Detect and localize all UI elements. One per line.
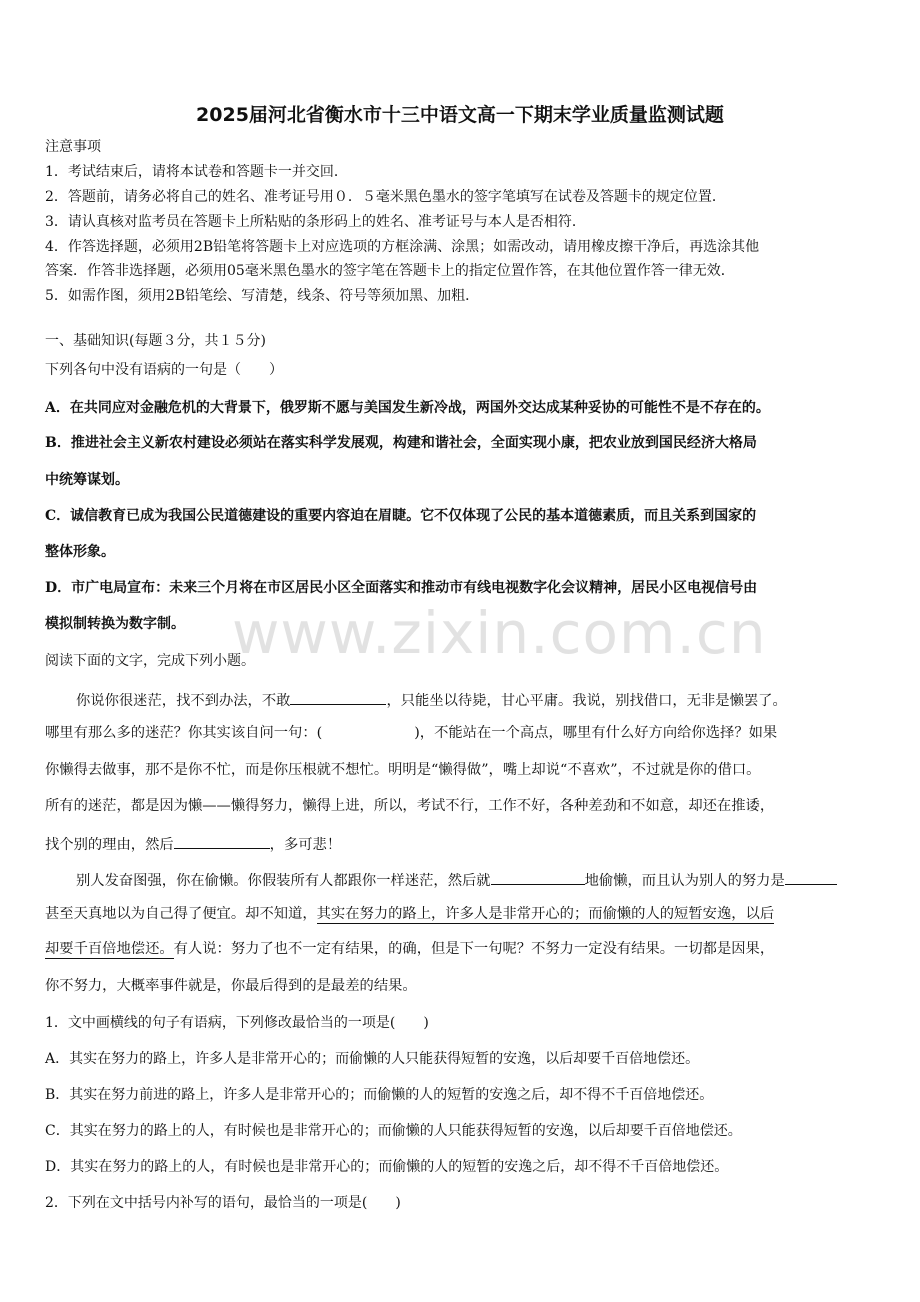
option-b: B．推进社会主义新农村建设必须站在落实科学发展观，构建和谐社会，全面实现小康，把农业放到国民经济大格局 [45,435,757,451]
passage-text: ，多可悲！ [269,837,342,853]
option-a: A．其实在努力的路上，许多人是非常开心的；而偷懒的人只能获得短暂的安逸，以后却要千百倍地偿还。 [45,1051,700,1067]
passage-line [45,940,774,958]
question-stem: 下列各句中没有语病的一句是（ ） [45,362,283,378]
passage-text: 地偷懒，而且认为别人的努力是 [584,873,785,889]
fill-blank [785,869,837,885]
section-heading: 一、基础知识(每题３分，共１５分) [45,333,266,349]
question-stem: 2．下列在文中括号内补写的语句，最恰当的一项是( ) [45,1195,401,1211]
option-b-continued: 中统筹谋划。 [45,472,129,488]
option-c: C．其实在努力的路上的人，有时候也是非常开心的；而偷懒的人只能获得短暂的安逸，以后却要千百倍地偿还。 [45,1123,742,1139]
passage-line: 所有的迷茫，都是因为懒——懒得努力，懒得上进，所以，考试不行，工作不好，各种差劲和不如意，却还在推诿， [45,798,775,814]
notice-heading: 注意事项 [45,139,101,155]
option-d: D．市广电局宣布：未来三个月将在市区居民小区全面落实和推动市有线电视数字化会议精神，居民小区电视信号由 [45,580,758,596]
passage-line [45,724,777,742]
notice-item: 1．考试结束后，请将本试卷和答题卡一并交回． [45,164,348,180]
option-d: D．其实在努力的路上的人，有时候也是非常开心的；而偷懒的人的短暂的安逸之后，却不得不千百倍地偿还。 [45,1159,729,1175]
passage-text: 有人说：努力了也不一定有结果，的确，但是下一句呢？不努力一定没有结果。一切都是因果， [173,941,775,957]
fill-blank [174,833,270,849]
fill-blank [290,689,386,705]
passage-line [45,833,341,854]
notice-item: 2．答题前，请务必将自己的姓名、准考证号用０．５毫米黑色墨水的签字笔填写在试卷及答题卡的规定位置． [45,189,726,205]
passage-line: 你不努力，大概率事件就是，你最后得到的是最差的结果。 [45,978,417,994]
notice-item: 3．请认真核对监考员在答题卡上所粘贴的条形码上的姓名、准考证号与本人是否相符． [45,214,586,230]
watermark: www.zixin.com.cn [232,599,767,667]
underlined-sentence: 却要千百倍地偿还。 [45,941,174,957]
passage-line: 你懒得去做事，那不是你不忙，而是你压根就不想忙。明明是“懒得做”，嘴上却说“不喜欢”，不过就是你的借口。 [45,762,761,778]
passage-text: 你说你很迷茫，找不到办法，不敢 [76,693,291,709]
underlined-sentence: 其实在努力的路上，许多人是非常开心的；而偷懒的人的短暂安逸，以后 [316,906,775,922]
passage-text: 哪里有那么多的迷茫？你其实该自问一句：( [45,725,323,741]
passage-text: ，只能坐以待毙，甘心平庸。我说，别找借口，无非是懒罢了。 [386,693,787,709]
passage-line [76,689,787,710]
passage-line [45,905,774,923]
page-title: 2025届河北省衡水市十三中语文高一下期末学业质量监测试题 [196,104,724,126]
question-stem: 1．文中画横线的句子有语病，下列修改最恰当的一项是( ) [45,1015,429,1031]
passage-text: 别人发奋图强，你在偷懒。你假装所有人都跟你一样迷茫，然后就 [76,873,491,889]
option-c-continued: 整体形象。 [45,544,115,560]
option-a: A．在共同应对金融危机的大背景下，俄罗斯不愿与美国发生新冷战，两国外交达成某种妥协的可能性不是不存在的。 [45,400,770,416]
notice-item: 5．如需作图，须用2B铅笔绘、写清楚，线条、符号等须加黑、加粗． [45,288,480,304]
passage-text: 找个别的理由，然后 [45,837,174,853]
option-b: B．其实在努力前进的路上，许多人是非常开心的；而偷懒的人的短暂的安逸之后，却不得不千百倍地偿还。 [45,1087,714,1103]
fill-blank [491,869,585,885]
reading-intro: 阅读下面的文字，完成下列小题。 [45,653,255,669]
passage-text: 甚至天真地以为自己得了便宜。却不知道， [45,906,317,922]
notice-item-continued: 答案．作答非选择题，必须用05毫米黑色墨水的签字笔在答题卡上的指定位置作答，在其他位置作答一律无效． [45,263,735,279]
option-d-continued: 模拟制转换为数字制。 [45,616,185,632]
notice-item: 4．作答选择题，必须用2B铅笔将答题卡上对应选项的方框涂满、涂黑；如需改动，请用橡皮擦干净后，再选涂其他 [45,239,760,255]
option-c: C．诚信教育已成为我国公民道德建设的重要内容迫在眉睫。它不仅体现了公民的基本道德素质，而且关系到国家的 [45,508,757,524]
passage-text: )，不能站在一个高点，哪里有什么好方向给你选择？如果 [414,725,778,741]
passage-line [76,869,837,890]
